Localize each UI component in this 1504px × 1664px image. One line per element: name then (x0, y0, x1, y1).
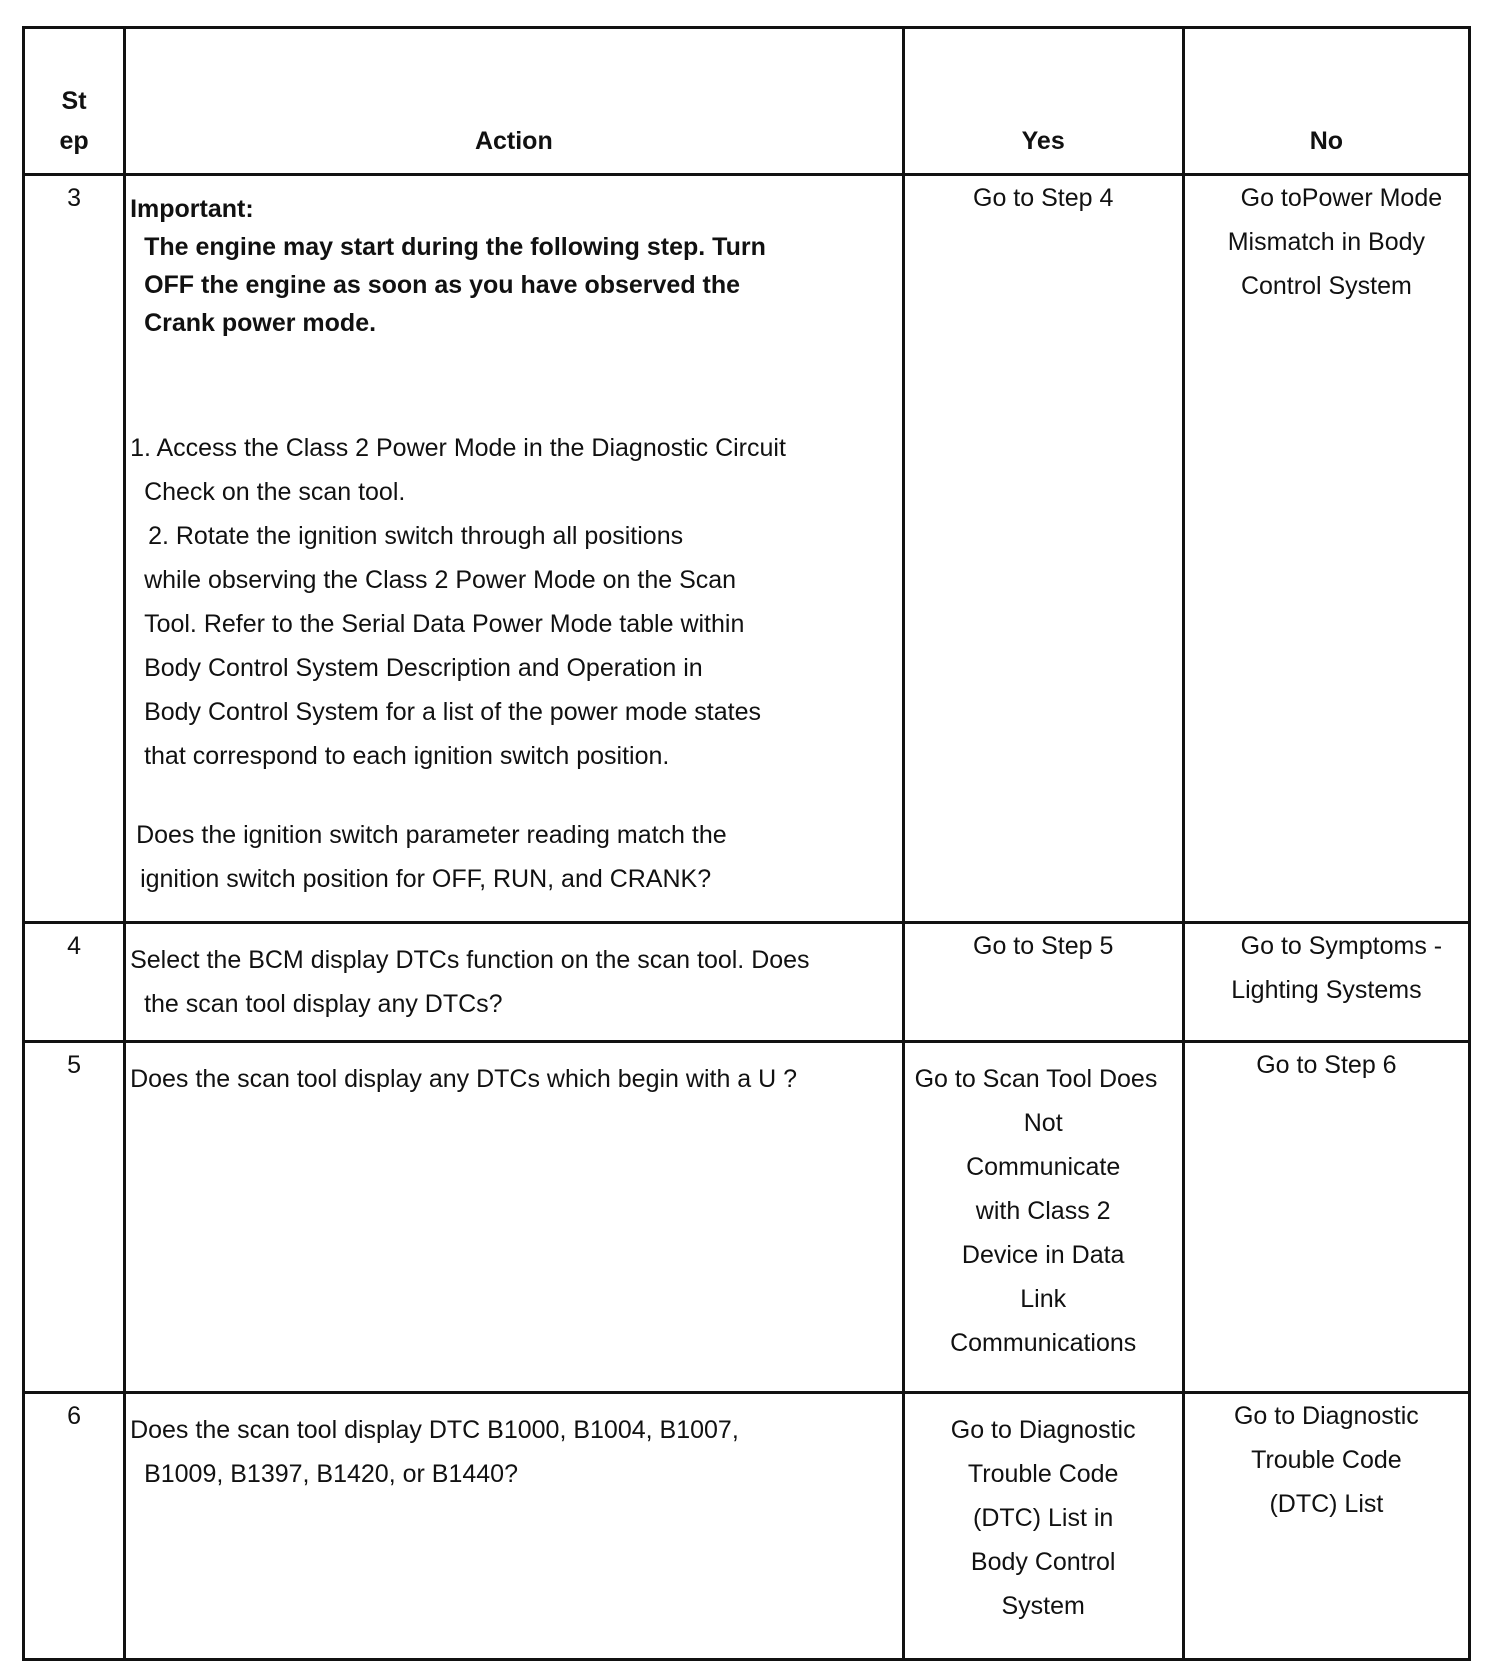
step-number: 6 (24, 1393, 125, 1660)
no-result-line: Go toPower Mode (1240, 184, 1443, 212)
yes-result-line: Not (1023, 1109, 1063, 1137)
yes-result-line: with Class 2 (975, 1197, 1111, 1225)
no-result-line: Go to Symptoms - (1240, 932, 1443, 960)
action-line: Does the scan tool display DTC B1000, B1004, B1007, (130, 1416, 739, 1444)
yes-result-line: Communications (950, 1329, 1137, 1357)
step-number: 3 (24, 175, 125, 923)
no-cell (1183, 1042, 1469, 1393)
no-cell (1183, 1393, 1469, 1660)
diagnostic-table-document (22, 26, 1471, 1660)
action-line: the scan tool display any DTCs? (144, 990, 503, 1018)
yes-result: Go to Step 5 (973, 932, 1114, 960)
action-line: B1009, B1397, B1420, or B1440? (144, 1460, 518, 1488)
table-row (24, 923, 1470, 1042)
step-number: 4 (24, 923, 125, 1042)
yes-result-line: Communicate (966, 1153, 1121, 1181)
important-line: Crank power mode. (144, 309, 377, 337)
procedure-line: Tool. Refer to the Serial Data Power Mode table within (144, 610, 745, 638)
question (126, 813, 902, 901)
yes-cell (903, 1393, 1183, 1660)
no-result-line: Trouble Code (1251, 1446, 1402, 1474)
action-text (126, 924, 902, 1026)
table-row (24, 1042, 1470, 1393)
no-result: Go to Step 6 (1256, 1051, 1397, 1079)
important-line: The engine may start during the following step. Turn (144, 233, 766, 261)
procedure-line: Body Control System for a list of the power mode states (144, 698, 762, 726)
action-cell (125, 175, 904, 923)
no-result-line: Lighting Systems (1231, 976, 1422, 1004)
yes-cell (903, 923, 1183, 1042)
important-line: OFF the engine as soon as you have observed the (144, 271, 741, 299)
step-number: 5 (24, 1042, 125, 1393)
procedure-line: Body Control System Description and Operation in (144, 654, 703, 682)
table-row (24, 1393, 1470, 1660)
header-yes: Yes (903, 28, 1183, 175)
no-result-line: (DTC) List (1269, 1490, 1384, 1518)
action-line: Does the scan tool display any DTCs which begin with a U ? (130, 1065, 798, 1093)
procedure-line: Check on the scan tool. (144, 478, 406, 506)
yes-result-line: Go to Scan Tool Does (914, 1065, 1158, 1093)
important-note (126, 228, 864, 342)
table-header-row (24, 28, 1470, 175)
action-text (126, 1394, 902, 1496)
yes-result-line: Link (1020, 1285, 1067, 1313)
question-line: Does the ignition switch parameter reading match the (136, 821, 727, 849)
question-line: ignition switch position for OFF, RUN, and CRANK? (140, 865, 712, 893)
no-result-line: Go to Diagnostic (1233, 1402, 1419, 1430)
yes-result-line: System (1001, 1592, 1085, 1620)
action-cell (125, 1393, 904, 1660)
yes-result-line: Go to Diagnostic (950, 1416, 1136, 1444)
header-action: Action (125, 28, 904, 175)
important-label: Important: (130, 195, 254, 223)
procedure-steps (126, 426, 902, 778)
action-cell (125, 923, 904, 1042)
action-line: Select the BCM display DTCs function on the scan tool. Does (130, 946, 810, 974)
action-cell (125, 1042, 904, 1393)
yes-result-line: Device in Data (961, 1241, 1125, 1269)
diagnostic-steps-table (22, 26, 1471, 1661)
no-result-line: Mismatch in Body (1227, 228, 1426, 256)
table-row (24, 175, 1470, 923)
yes-result-line: Trouble Code (967, 1460, 1119, 1488)
header-no: No (1183, 28, 1469, 175)
action-text (126, 1043, 902, 1101)
procedure-line: that correspond to each ignition switch position. (144, 742, 670, 770)
yes-result: Go to Step 4 (973, 184, 1114, 212)
procedure-line: 1. Access the Class 2 Power Mode in the Diagnostic Circuit (130, 434, 786, 462)
header-step-line1: St (61, 87, 87, 115)
no-result-line: Control System (1240, 272, 1412, 300)
no-cell (1183, 923, 1469, 1042)
procedure-line: 2. Rotate the ignition switch through all positions (148, 522, 684, 550)
procedure-line: while observing the Class 2 Power Mode on the Scan (144, 566, 737, 594)
yes-cell (903, 1042, 1183, 1393)
yes-result-line: Body Control (970, 1548, 1116, 1576)
header-step-line2: ep (59, 127, 89, 155)
header-step (24, 28, 125, 175)
yes-result-line: (DTC) List in (973, 1504, 1114, 1532)
yes-cell (903, 175, 1183, 923)
no-cell (1183, 175, 1469, 923)
